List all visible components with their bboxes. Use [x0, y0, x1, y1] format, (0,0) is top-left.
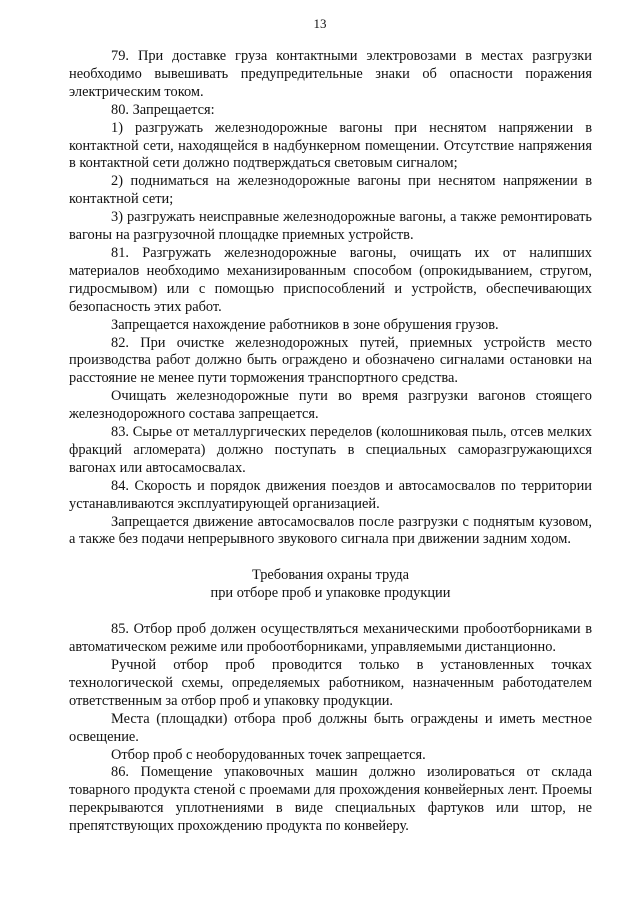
section-heading [69, 567, 592, 603]
paragraph-84-note: Запрещается движение автосамосвалов после разгрузки с поднятым кузовом, а также без подачи непрерывного звукового сигнала при движении задним ходом. [69, 513, 592, 548]
section-heading-line-2: при отборе проб и упаковке продукции [210, 585, 451, 602]
paragraph-84: 84. Скорость и порядок движения поездов и автосамосвалов по территории устанавливаются эксплуатирующей организацией. [69, 477, 592, 512]
paragraph-79: 79. При доставке груза контактными электровозами в местах разгрузки необходимо вывешивать предупредительные знаки об опасности поражения электрическим током. [69, 48, 592, 100]
paragraph-85-sites: Места (площадки) отбора проб должны быть ограждены и иметь местное освещение. [69, 710, 592, 745]
paragraph-85: 85. Отбор проб должен осуществляться механическими пробоотборниками в автоматическом режиме или пробоотборниками, управляемыми дистанционно. [69, 621, 592, 656]
paragraph-81: 81. Разгружать железнодорожные вагоны, очищать их от налипших материалов необходимо механизированным способом (опрокидыванием, стругом, гидросмывом) или с помощью приспособлений и устройств, обеспечивающих безопасность этих работ. [69, 244, 592, 315]
paragraph-80: 80. Запрещается: [111, 101, 215, 118]
paragraph-82: 82. При очистке железнодорожных путей, приемных устройств место производства работ должно быть ограждено и обозначено сигналами остановки на расстояние не менее пути торможения транспортного средства. [69, 334, 592, 387]
paragraph-83: 83. Сырье от металлургических переделов (колошниковая пыль, отсев мелких фракций агломерата) должно поступать в специальных саморазгружающихся вагонах или автосамосвалах. [69, 424, 592, 476]
paragraph-85-prohibition: Отбор проб с необорудованных точек запрещается. [111, 746, 426, 763]
section-heading-line-1: Требования охраны труда [251, 567, 409, 584]
paragraph-80-item-2: 2) подниматься на железнодорожные вагоны при неснятом напряжении в контактной сети; [69, 173, 592, 208]
document-body [69, 48, 592, 836]
paragraph-81-note: Запрещается нахождение работников в зоне обрушения грузов. [111, 316, 499, 333]
paragraph-80-item-1: 1) разгружать железнодорожные вагоны при неснятом напряжении в контактной сети, находящейся в надбункерном помещении. Отсутствие напряжения в контактной сети должно подтверждаться световым сигналом; [69, 119, 592, 172]
paragraph-86: 86. Помещение упаковочных машин должно изолироваться от склада товарного продукта стеной с проемами для прохождения конвейерных лент. Проемы перекрываются уплотнениями в виде специальных фартуков или штор, не препятствующих прохождению продукта по конвейеру. [69, 764, 592, 835]
page-number: 13 [313, 16, 327, 31]
paragraph-80-item-3: 3) разгружать неисправные железнодорожные вагоны, а также ремонтировать вагоны на разгрузочной площадке приемных устройств. [69, 209, 592, 244]
paragraph-85-manual: Ручной отбор проб проводится только в установленных точках технологической схемы, определяемых работником, назначенным работодателем ответственным за отбор проб и упаковку продукции. [69, 657, 592, 709]
paragraph-82-note: Очищать железнодорожные пути во время разгрузки вагонов стоящего железнодорожного состава запрещается. [69, 388, 592, 423]
